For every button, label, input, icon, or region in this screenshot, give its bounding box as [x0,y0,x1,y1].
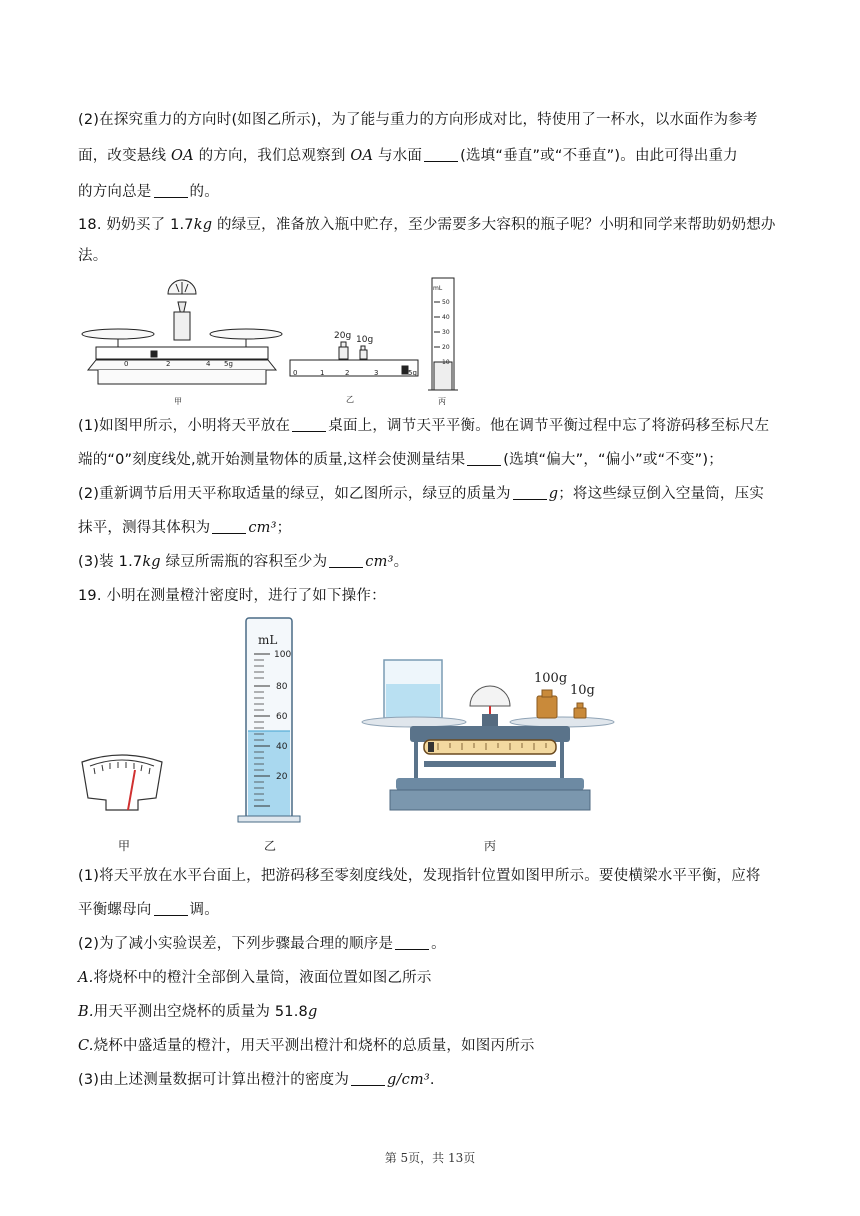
weight-label: 10g [356,335,374,345]
svg-text:2: 2 [166,360,171,368]
svg-text:50: 50 [442,299,450,306]
math-oa: OA [350,148,374,164]
beam-yi [290,342,418,377]
weight-label: 10g [570,683,595,698]
q18-part3: (3)装 1.7kg 绿豆所需瓶的容积至少为 cm³。 [78,554,409,570]
answer-blank[interactable] [395,935,429,950]
answer-blank[interactable] [329,553,363,568]
weight-label: 20g [334,331,352,341]
svg-text:5g: 5g [408,369,417,377]
fig-label: 乙 [346,395,354,404]
q19-option-c: C.烧杯中盛适量的橙汁，用天平测出橙汁和烧杯的总质量，如图丙所示 [78,1038,535,1054]
svg-text:2: 2 [345,369,350,377]
svg-text:60: 60 [276,712,288,722]
answer-blank[interactable] [212,519,246,534]
q17-part2-line3: 的方向总是 的。 [78,184,219,200]
svg-text:40: 40 [442,314,450,321]
q19-option-b: B.用天平测出空烧杯的质量为 51.8g [78,1004,318,1020]
fig-label: 甲 [118,839,131,853]
q19-intro: 19. 小明在测量橙汁密度时，进行了如下操作： [78,588,386,604]
q18-part2-line2: 抹平，测得其体积为 cm³； [78,520,292,536]
svg-text:0: 0 [293,369,298,377]
answer-blank[interactable] [351,1071,385,1086]
answer-blank[interactable] [424,147,458,162]
q17-part2-line2: 面，改变悬线 OA 的方向，我们总观察到 OA 与水面 (选填“垂直”或“不垂直”)。由此可得出重力 [78,148,738,164]
q18-figure [78,272,478,407]
q19-figure [78,614,638,858]
fig-label: 丙 [438,397,446,406]
answer-blank[interactable] [154,183,188,198]
q19-part1-line2: 平衡螺母向 调。 [78,902,219,918]
q18-part2-line1: (2)重新调节后用天平称取适量的绿豆，如乙图所示，绿豆的质量为 g；将这些绿豆倒入空量筒，压实 [78,486,765,502]
math-oa: OA [171,148,194,164]
svg-text:1: 1 [320,369,325,377]
svg-text:3: 3 [374,369,379,377]
svg-text:20: 20 [442,344,450,351]
balance-jia [82,280,282,384]
cylinder-yi [238,618,300,822]
q18-stem-line1: 18. 奶奶买了 1.7kg 的绿豆，准备放入瓶中贮存，至少需要多大容积的瓶子呢？小明和同学来帮助奶奶想办 [78,217,776,233]
svg-text:0: 0 [124,360,129,368]
fig-label: 甲 [174,397,182,406]
svg-text:5g: 5g [224,360,233,368]
svg-text:4: 4 [206,360,211,368]
svg-text:mL: mL [433,285,443,292]
q18-stem-line2: 法。 [78,248,108,264]
q19-part3: (3)由上述测量数据可计算出橙汁的密度为 g/cm³. [78,1072,435,1088]
svg-text:20: 20 [276,772,288,782]
q17-part2-line1: (2)在探究重力的方向时(如图乙所示)，为了能与重力的方向形成对比，特使用了一杯水，以水面作为参考 [78,112,758,128]
q19-option-a: A.将烧杯中的橙汁全部倒入量筒，液面位置如图乙所示 [78,970,432,986]
answer-blank[interactable] [467,451,501,466]
fig-label: 丙 [484,839,497,853]
svg-text:10: 10 [442,359,450,366]
page-footer: 第 5页，共 13页 [384,1151,476,1165]
svg-text:40: 40 [276,742,288,752]
q18-part1-line2: 端的“0”刻度线处,就开始测量物体的质量,这样会使测量结果 (选填“偏大”，“偏小”或“不变”)； [78,452,723,468]
svg-text:30: 30 [442,329,450,336]
fig-label: 乙 [264,839,277,853]
svg-text:mL: mL [258,633,278,647]
answer-blank[interactable] [154,901,188,916]
svg-text:100: 100 [274,650,292,660]
svg-text:80: 80 [276,682,288,692]
weight-label: 100g [534,671,568,686]
pointer-dial-jia [82,755,162,810]
q18-part1-line1: (1)如图甲所示，小明将天平放在 桌面上，调节天平平衡。他在调节平衡过程中忘了将游码移至标尺左 [78,418,770,434]
q19-part2: (2)为了减小实验误差，下列步骤最合理的顺序是 。 [78,936,446,952]
answer-blank[interactable] [513,485,547,500]
answer-blank[interactable] [292,417,326,432]
q19-part1-line1: (1)将天平放在水平台面上，把游码移至零刻度线处，发现指针位置如图甲所示。要使横梁水平平衡，应将 [78,868,761,884]
